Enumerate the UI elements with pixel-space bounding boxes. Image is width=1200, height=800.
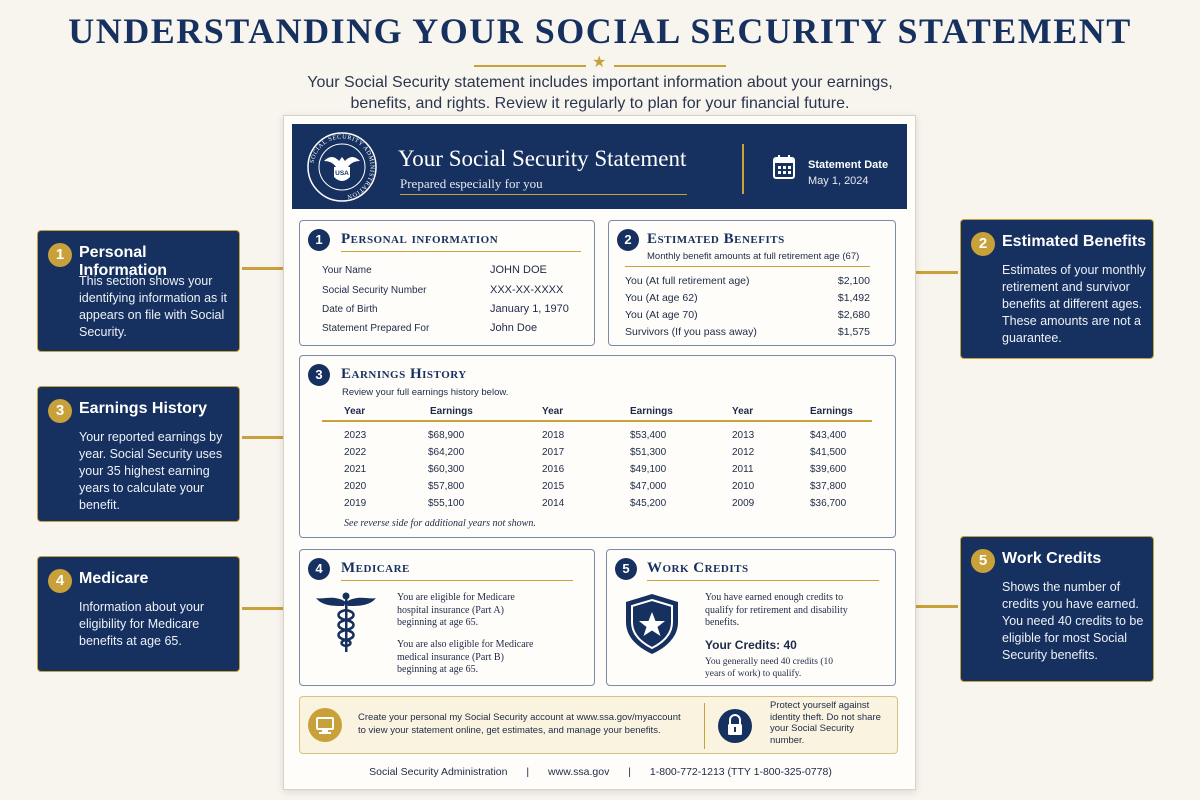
callout-body: Your reported earnings by year. Social Security uses your 35 highest earning years to calculate your benefit.: [79, 430, 223, 512]
earnings-amount: $43,400: [810, 430, 847, 441]
calendar-icon: [773, 155, 795, 179]
earnings-year: 2022: [344, 447, 367, 458]
ssa-seal-icon: [306, 131, 378, 203]
shield-star-icon: [623, 592, 681, 656]
computer-icon: [308, 708, 342, 742]
callout-title: Medicare: [79, 570, 149, 587]
section-number: 3: [308, 364, 330, 386]
earnings-note: See reverse side for additional years not shown.: [344, 518, 536, 529]
statement-document: [283, 115, 916, 790]
work-credits-section: [606, 549, 896, 686]
info-strip: [299, 696, 898, 754]
callout-medicare: [37, 556, 240, 672]
pi-value: XXX-XX-XXXX: [490, 284, 564, 296]
pi-label: Your Name: [322, 265, 372, 276]
earnings-amount: $55,100: [428, 498, 465, 509]
callout-personal-information: [37, 230, 240, 352]
earnings-year: 2020: [344, 481, 367, 492]
star-icon: ★: [592, 54, 607, 71]
earnings-amount: $51,300: [630, 447, 667, 458]
section-title: Personal information: [341, 231, 499, 247]
statement-date-label: Statement Date: [808, 159, 889, 171]
earnings-year: 2019: [344, 498, 367, 509]
section-number: 1: [308, 229, 330, 251]
pi-label: Statement Prepared For: [322, 323, 430, 334]
earnings-year: 2009: [732, 498, 755, 509]
earnings-history-section: [299, 355, 896, 538]
credits-count: Your Credits: 40: [705, 638, 797, 652]
earnings-amount: $60,300: [428, 464, 465, 475]
earnings-year: 2021: [344, 464, 367, 475]
callout-estimated-benefits: [960, 219, 1154, 359]
earnings-year: 2017: [542, 447, 565, 458]
benefit-row: You (At age 62) $1,492: [625, 292, 870, 304]
account-text: Create your personal my Social Security account at www.ssa.gov/myaccount to view your statement online, get estimates, and manage your benefits.: [358, 712, 681, 736]
callout-number: 5: [971, 549, 995, 573]
col-header-year: Year: [344, 406, 366, 417]
earnings-year: 2011: [732, 464, 754, 475]
arrow-earnings: [242, 436, 286, 439]
callout-title: Estimated Benefits: [1002, 233, 1147, 250]
callout-number: 4: [48, 569, 72, 593]
seal-shield-text: USA: [335, 170, 349, 177]
pi-value: January 1, 1970: [490, 303, 569, 315]
earnings-amount: $39,600: [810, 464, 847, 475]
page-title: UNDERSTANDING YOUR SOCIAL SECURITY STATEMENT: [68, 11, 1132, 51]
arrow-personal: [242, 267, 286, 270]
col-header-year: Year: [732, 406, 754, 417]
section-title: Medicare: [341, 560, 410, 576]
callout-number: 3: [48, 399, 72, 423]
section-number: 5: [615, 558, 637, 580]
earnings-amount: $68,900: [428, 430, 465, 441]
section-number: 2: [617, 229, 639, 251]
callout-body: Estimates of your monthly retirement and survivor benefits at different ages. These amounts are not a guarantee.: [1002, 263, 1146, 345]
pi-value: John Doe: [490, 322, 538, 334]
earnings-year: 2018: [542, 430, 565, 441]
medicare-section: [299, 549, 595, 686]
footer-website: www.ssa.gov: [548, 766, 610, 778]
footer-phone: 1-800-772-1213 (TTY 1-800-325-0778): [649, 766, 832, 778]
identity-theft-text: Protect yourself against identity theft. Do not share your Social Security number.: [770, 700, 881, 746]
footer-org: Social Security Administration: [369, 766, 508, 778]
intro-text: Your Social Security statement includes important information about your earnings, benefits, and rights. Review it regularly to plan for your financial future.: [307, 74, 893, 112]
earnings-amount: $45,200: [630, 498, 667, 509]
callout-body: Information about your eligibility for Medicare benefits at age 65.: [79, 600, 205, 648]
section-title: Estimated Benefits: [647, 231, 785, 247]
earnings-year: 2013: [732, 430, 755, 441]
statement-title: Your Social Security Statement: [398, 146, 687, 171]
lock-icon: [718, 709, 752, 743]
callout-title: Personal Information: [79, 244, 167, 279]
credits-note: You generally need 40 credits (10 years of work) to qualify.: [705, 657, 834, 679]
callout-number: 2: [971, 232, 995, 256]
caduceus-icon: [314, 590, 378, 654]
earnings-year: 2016: [542, 464, 565, 475]
pi-label: Social Security Number: [322, 285, 427, 296]
benefit-row: You (At full retirement age) $2,100: [625, 275, 870, 287]
benefits-subtitle: Monthly benefit amounts at full retirement age (67): [647, 251, 860, 262]
benefit-row: You (At age 70) $2,680: [625, 309, 870, 321]
callout-number: 1: [48, 243, 72, 267]
callout-body: Shows the number of credits you have earned. You need 40 credits to be eligible for most Social Security benefits.: [1002, 580, 1144, 662]
estimated-benefits-section: [608, 220, 896, 346]
pi-value: JOHN DOE: [490, 264, 547, 276]
earnings-year: 2015: [542, 481, 565, 492]
callout-title: Work Credits: [1002, 550, 1102, 567]
pi-label: Date of Birth: [322, 304, 378, 315]
callout-title: Earnings History: [79, 400, 208, 417]
earnings-amount: $57,800: [428, 481, 465, 492]
section-title: Work Credits: [647, 560, 749, 576]
statement-footer: [284, 766, 917, 778]
earnings-amount: $47,000: [630, 481, 667, 492]
statement-date-value: May 1, 2024: [808, 175, 869, 187]
title-divider: [474, 54, 726, 71]
seal-text: SOCIAL SECURITY ADMINISTRATION: [308, 133, 376, 201]
callout-work-credits: [960, 536, 1154, 682]
medicare-part-b: You are also eligible for Medicare medical insurance (Part B) beginning at age 65.: [397, 639, 534, 675]
earnings-year: 2012: [732, 447, 755, 458]
earnings-subtitle: Review your full earnings history below.: [342, 387, 509, 398]
earnings-year: 2014: [542, 498, 565, 509]
footer-separator: |: [526, 766, 530, 778]
section-title: Earnings History: [341, 366, 467, 382]
earnings-amount: $36,700: [810, 498, 847, 509]
earnings-amount: $49,100: [630, 464, 667, 475]
col-header-earnings: Earnings: [810, 406, 853, 417]
section-number: 4: [308, 558, 330, 580]
earnings-year: 2023: [344, 430, 367, 441]
earnings-amount: $41,500: [810, 447, 847, 458]
arrow-medicare: [242, 607, 286, 610]
benefit-row: Survivors (If you pass away) $1,575: [625, 326, 870, 338]
earnings-year: 2010: [732, 481, 755, 492]
earnings-amount: $53,400: [630, 430, 667, 441]
earnings-amount: $64,200: [428, 447, 465, 458]
earnings-amount: $37,800: [810, 481, 847, 492]
callout-earnings-history: [37, 386, 240, 522]
col-header-year: Year: [542, 406, 564, 417]
medicare-part-a: You are eligible for Medicare hospital insurance (Part A) beginning at age 65.: [397, 592, 515, 628]
footer-separator: |: [628, 766, 631, 778]
credits-description: You have earned enough credits to qualify for retirement and disability benefits.: [705, 592, 848, 628]
callout-body: This section shows your identifying information as it appears on file with Social Security.: [79, 274, 227, 339]
statement-header: [292, 124, 907, 209]
col-header-earnings: Earnings: [630, 406, 673, 417]
statement-subtitle: Prepared especially for you: [400, 176, 543, 191]
personal-information-section: [299, 220, 595, 346]
col-header-earnings: Earnings: [430, 406, 473, 417]
